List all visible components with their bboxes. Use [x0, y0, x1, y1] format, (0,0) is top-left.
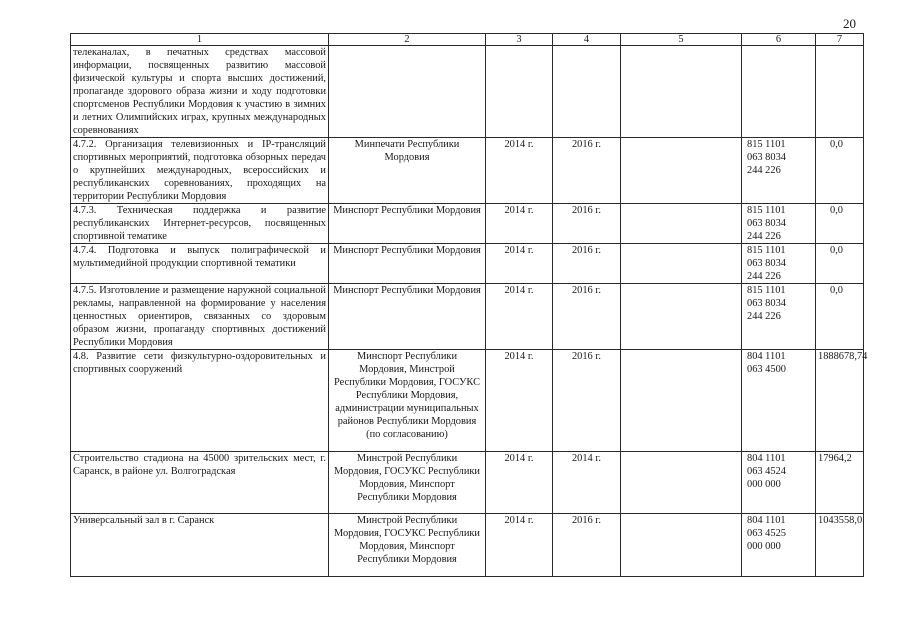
- column-header: 2: [329, 34, 486, 46]
- measure-cell: 4.7.4. Подготовка и выпуск полиграфической и мультимедийной продукции спортивной тематики: [71, 244, 329, 284]
- executor-cell: Минспорт Республики Мордовия, Минстрой Республики Мордовия, ГОСУКС Республики Мордовия, администрации муниципальных районов Республики Мордовия (по согласованию): [329, 350, 486, 452]
- start-year-cell: [486, 46, 553, 138]
- budget-code-cell: 804 1101 063 4500: [742, 350, 816, 452]
- end-year-cell: 2016 г.: [553, 138, 621, 204]
- end-year-cell: 2014 г.: [553, 452, 621, 514]
- col5-cell: [621, 244, 742, 284]
- measure-cell: Строительство стадиона на 45000 зрительских мест, г. Саранск, в районе ул. Волгоградская: [71, 452, 329, 514]
- executor-cell: [329, 46, 486, 138]
- amount-cell: 0,0: [816, 204, 864, 244]
- amount-cell: 0,0: [816, 284, 864, 350]
- col5-cell: [621, 514, 742, 577]
- executor-cell: Минспорт Республики Мордовия: [329, 244, 486, 284]
- executor-cell: Минспорт Республики Мордовия: [329, 284, 486, 350]
- measure-cell: 4.8. Развитие сети физкультурно-оздоровительных и спортивных сооружений: [71, 350, 329, 452]
- col5-cell: [621, 46, 742, 138]
- program-table: [70, 33, 868, 577]
- table-row: [71, 514, 864, 577]
- end-year-cell: 2016 г.: [553, 244, 621, 284]
- column-header: 1: [71, 34, 329, 46]
- end-year-cell: 2016 г.: [553, 204, 621, 244]
- start-year-cell: 2014 г.: [486, 284, 553, 350]
- budget-code-cell: 815 1101 063 8034 244 226: [742, 244, 816, 284]
- start-year-cell: 2014 г.: [486, 350, 553, 452]
- end-year-cell: 2016 г.: [553, 350, 621, 452]
- col5-cell: [621, 138, 742, 204]
- column-header: 4: [553, 34, 621, 46]
- col5-cell: [621, 350, 742, 452]
- measure-cell: 4.7.5. Изготовление и размещение наружной социальной рекламы, направленной на формирование у населения ценностных ориентиров, связанных со здоровым образом жизни, пропаганду спортивных достижений Республики Мордовия: [71, 284, 329, 350]
- column-number-row: [71, 34, 864, 46]
- executor-cell: Минстрой Республики Мордовия, ГОСУКС Республики Мордовия, Минспорт Республики Мордовия: [329, 514, 486, 577]
- amount-cell: 17964,2: [816, 452, 864, 514]
- start-year-cell: 2014 г.: [486, 514, 553, 577]
- table-row: [71, 204, 864, 244]
- budget-code-cell: 815 1101 063 8034 244 226: [742, 204, 816, 244]
- amount-cell: 1888678,74: [816, 350, 864, 452]
- start-year-cell: 2014 г.: [486, 138, 553, 204]
- budget-code-cell: 804 1101 063 4524 000 000: [742, 452, 816, 514]
- measure-cell: телеканалах, в печатных средствах массовой информации, посвященных развитию массовой физической культуры и спорта высших достижений, пропаганде здорового образа жизни и ходу подготовки спортсменов Республики Мордовия к участию в зимних и летних Олимпийских играх, крупных международных соревнованиях: [71, 46, 329, 138]
- end-year-cell: [553, 46, 621, 138]
- measure-cell: Универсальный зал в г. Саранск: [71, 514, 329, 577]
- executor-cell: Минспорт Республики Мордовия: [329, 204, 486, 244]
- table-row: [71, 284, 864, 350]
- col5-cell: [621, 452, 742, 514]
- executor-cell: Минстрой Республики Мордовия, ГОСУКС Республики Мордовия, Минспорт Республики Мордовия: [329, 452, 486, 514]
- measure-cell: 4.7.2. Организация телевизионных и IP-трансляций спортивных мероприятий, подготовка обзорных передач о крупнейших международных, всероссийских и республиканских соревнованиях, проходящих на территории Республики Мордовия: [71, 138, 329, 204]
- column-header: 6: [742, 34, 816, 46]
- budget-code-cell: 815 1101 063 8034 244 226: [742, 284, 816, 350]
- amount-cell: 0,0: [816, 244, 864, 284]
- column-header: 5: [621, 34, 742, 46]
- budget-code-cell: [742, 46, 816, 138]
- measure-cell: 4.7.3. Техническая поддержка и развитие республиканских Интернет-ресурсов, посвященных спортивной тематике: [71, 204, 329, 244]
- table-row: [71, 452, 864, 514]
- budget-code-cell: 815 1101 063 8034 244 226: [742, 138, 816, 204]
- start-year-cell: 2014 г.: [486, 204, 553, 244]
- start-year-cell: 2014 г.: [486, 452, 553, 514]
- table-row: [71, 350, 864, 452]
- table-row: [71, 46, 864, 138]
- budget-code-cell: 804 1101 063 4525 000 000: [742, 514, 816, 577]
- col5-cell: [621, 204, 742, 244]
- start-year-cell: 2014 г.: [486, 244, 553, 284]
- column-header: 3: [486, 34, 553, 46]
- column-header: 7: [816, 34, 864, 46]
- amount-cell: 0,0: [816, 138, 864, 204]
- table-row: [71, 244, 864, 284]
- amount-cell: [816, 46, 864, 138]
- end-year-cell: 2016 г.: [553, 284, 621, 350]
- end-year-cell: 2016 г.: [553, 514, 621, 577]
- col5-cell: [621, 284, 742, 350]
- table-row: [71, 138, 864, 204]
- amount-cell: 1043558,0: [816, 514, 864, 577]
- executor-cell: Минпечати Республики Мордовия: [329, 138, 486, 204]
- page-number: 20: [843, 16, 856, 31]
